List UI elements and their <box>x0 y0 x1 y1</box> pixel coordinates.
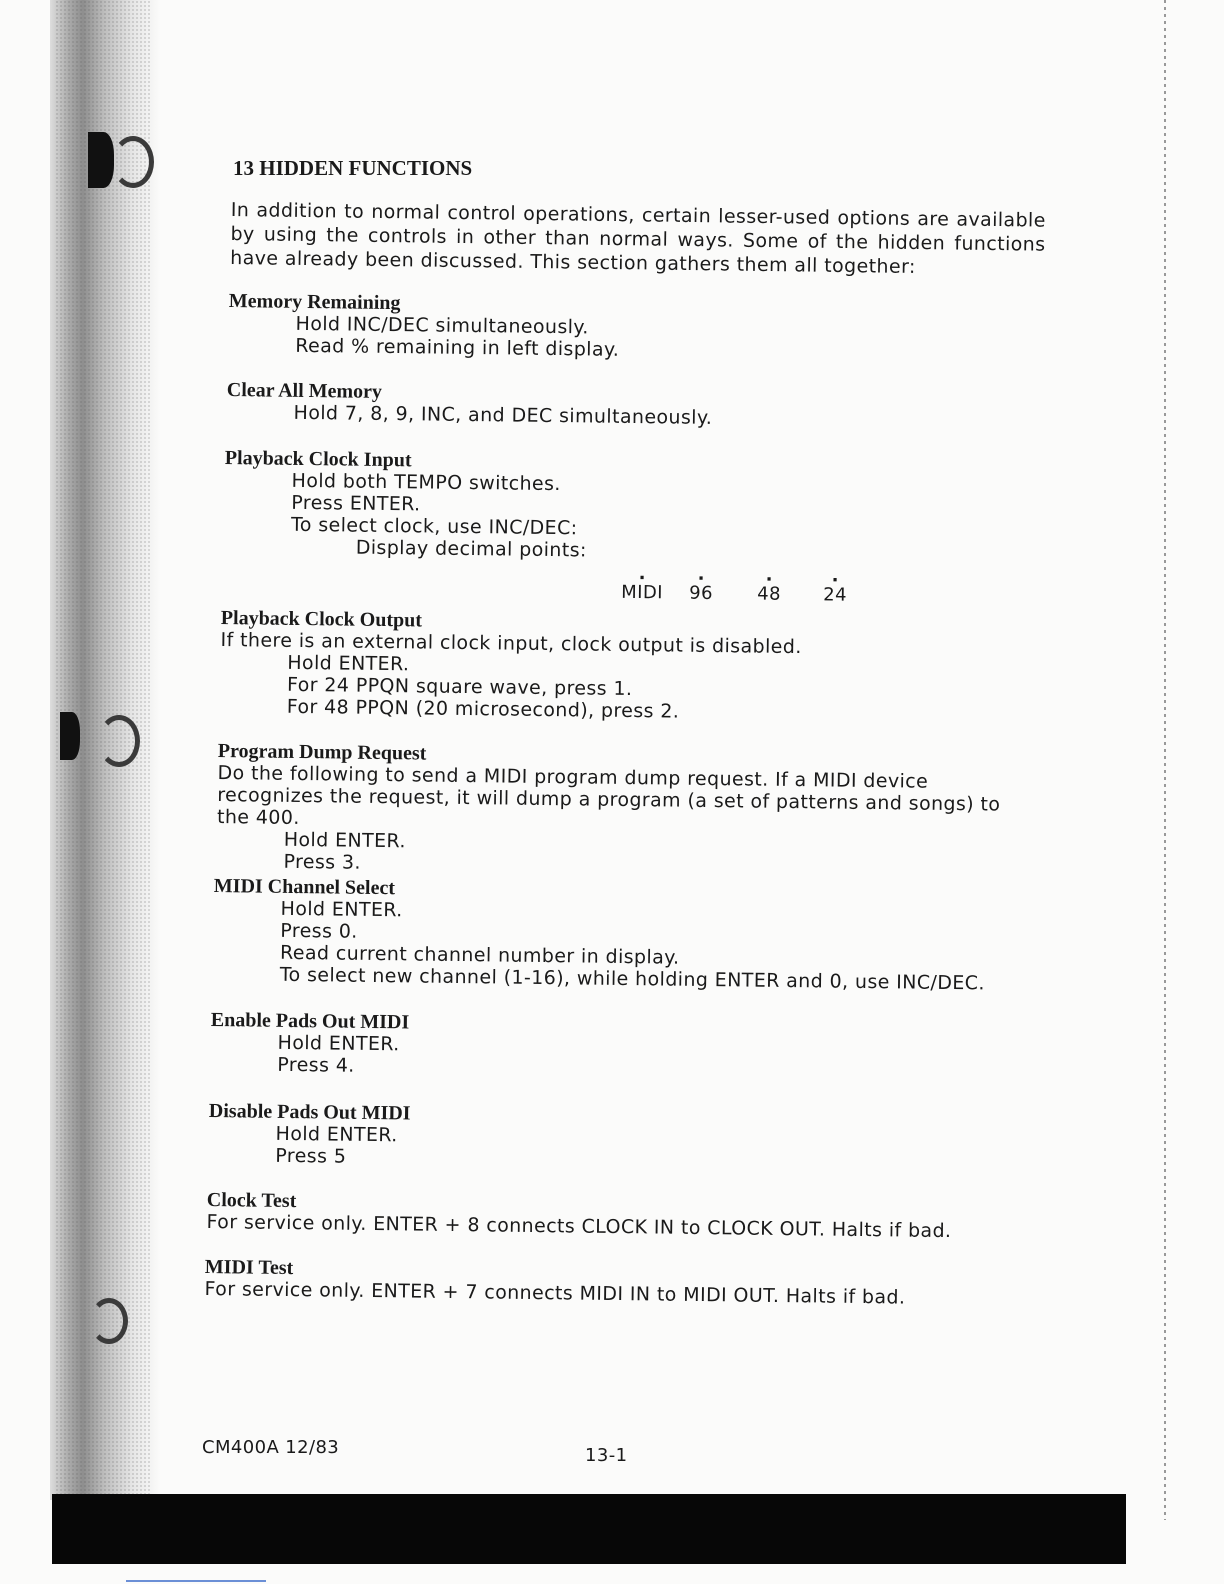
instruction-line: Hold 7, 8, 9, INC, and DEC simultaneously. <box>293 401 713 429</box>
section-midi-test <box>204 1256 905 1309</box>
instruction-line: Hold ENTER. <box>283 828 407 853</box>
instruction-line: Hold INC/DEC simultaneously. <box>295 312 589 339</box>
clock-option <box>689 563 714 604</box>
section-heading: Clock Test <box>206 1189 297 1213</box>
instruction-line: Display decimal points: <box>355 536 587 562</box>
footer-doc-id: CM400A 12/83 <box>202 1437 340 1458</box>
section-heading: Enable Pads Out MIDI <box>210 1009 410 1034</box>
instruction-line: Hold ENTER. <box>275 1122 398 1147</box>
section-heading: MIDI Channel Select <box>213 875 396 900</box>
section-heading: Program Dump Request <box>217 740 427 765</box>
section-heading: Playback Clock Input <box>224 447 412 472</box>
instruction-line: Press 3. <box>283 850 362 874</box>
footer-page-number: 13-1 <box>585 1445 628 1466</box>
section-clear-all-memory <box>226 379 712 429</box>
clock-option-label: 96 <box>689 582 714 604</box>
section-note: Do the following to send a MIDI program dump request. If a MIDI device recognizes the request, it will dump a program (a set of patterns and songs) to the 400. <box>216 761 1001 830</box>
decimal-point-icon: . <box>765 564 774 586</box>
clock-options <box>223 557 863 606</box>
page-title: 13 HIDDEN FUNCTIONS <box>233 156 473 180</box>
section-heading: Disable Pads Out MIDI <box>208 1100 411 1125</box>
instruction-line: Read % remaining in left display. <box>295 334 620 361</box>
instruction-line: For 24 PPQN square wave, press 1. <box>286 673 633 701</box>
section-playback-clock-output <box>220 607 802 724</box>
section-heading: MIDI Test <box>204 1256 294 1280</box>
instruction-line: For 48 PPQN (20 microsecond), press 2. <box>286 695 680 723</box>
section-program-dump-request <box>216 740 1030 882</box>
instruction-line: Press 4. <box>277 1053 355 1077</box>
section-clock-test <box>206 1189 951 1242</box>
section-memory-remaining <box>228 290 620 361</box>
clock-option-label: 24 <box>823 584 848 606</box>
section-playback-clock-input <box>223 447 865 606</box>
clock-option-label: 48 <box>757 583 782 605</box>
instruction-line: Press ENTER. <box>291 491 421 516</box>
instruction-line: Read current channel number in display. <box>279 941 680 969</box>
section-heading: Memory Remaining <box>228 290 401 315</box>
section-heading: Clear All Memory <box>226 379 383 403</box>
decimal-point-icon: . <box>697 563 706 585</box>
clock-option <box>621 563 663 604</box>
instruction-line: To select new channel (1-16), while holding ENTER and 0, use INC/DEC. <box>279 963 985 995</box>
instruction-line: Press 0. <box>280 919 358 943</box>
section-note: If there is an external clock input, clock output is disabled. <box>220 628 802 659</box>
section-midi-channel-select <box>213 875 986 994</box>
instruction-line: Hold both TEMPO switches. <box>291 469 561 496</box>
section-heading: Playback Clock Output <box>220 607 423 632</box>
section-note: For service only. ENTER + 7 connects MIDI IN to MIDI OUT. Halts if bad. <box>204 1277 906 1309</box>
intro-paragraph: In addition to normal control operations, certain lesser-used options are available by using the controls in other than normal ways. Some of the hidden functions have already been discussed. This section gathers them all together: <box>230 198 1046 278</box>
instruction-line: Hold ENTER. <box>277 1031 400 1056</box>
instruction-line: Hold ENTER. <box>287 651 410 676</box>
instruction-line: Hold ENTER. <box>280 897 403 922</box>
section-disable-pads-out-midi <box>208 1100 410 1168</box>
clock-option-label: MIDI <box>621 581 663 604</box>
section-note: For service only. ENTER + 8 connects CLOCK IN to CLOCK OUT. Halts if bad. <box>206 1210 952 1243</box>
instruction-line: Press 5 <box>275 1144 347 1168</box>
instruction-line: To select clock, use INC/DEC: <box>290 513 578 540</box>
clock-option <box>823 565 848 606</box>
section-enable-pads-out-midi <box>210 1009 409 1077</box>
decimal-point-icon: . <box>638 563 647 585</box>
decimal-point-icon: . <box>831 565 840 587</box>
clock-option <box>757 564 782 605</box>
